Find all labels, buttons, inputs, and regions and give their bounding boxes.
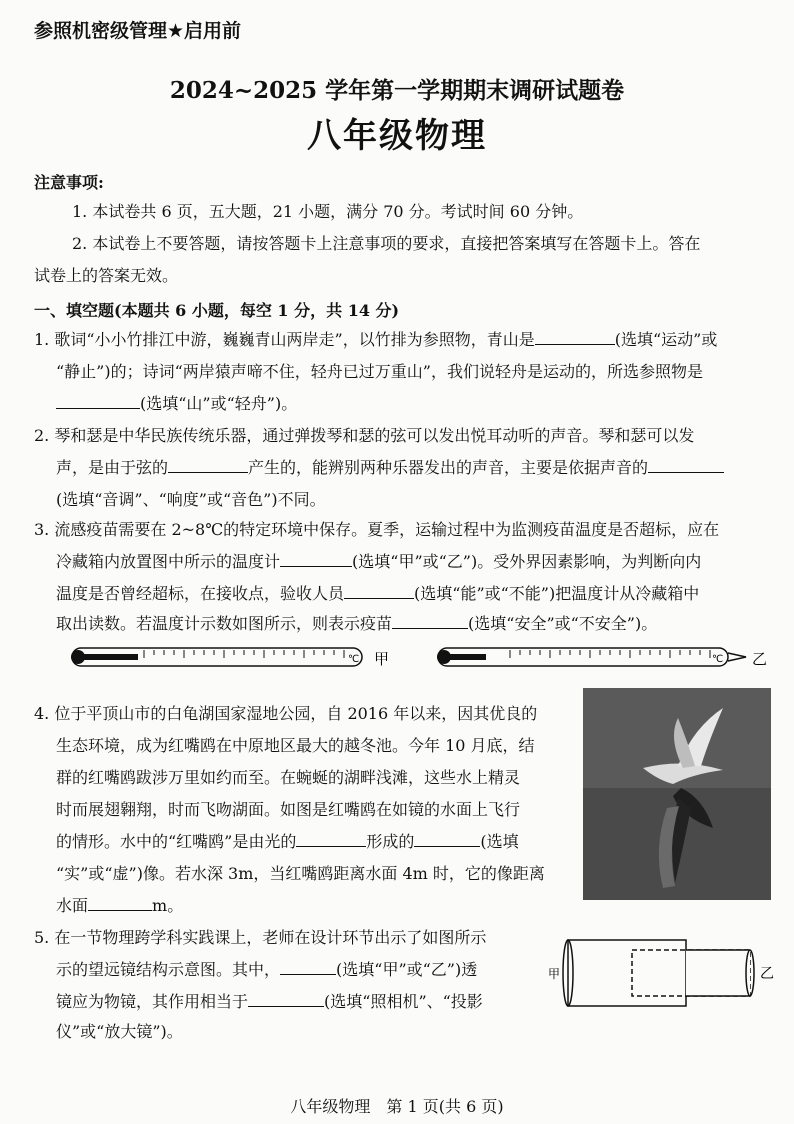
therm-jia-unit: ℃ xyxy=(348,654,360,665)
q4-line6: “实”或“虚”)像。若水深 3m，当红嘴鸥距离水面 4m 时，它的像距离 xyxy=(56,864,545,883)
page-footer: 八年级物理 第 1 页(共 6 页) xyxy=(290,1097,504,1116)
q5-line4: 仪”或“放大镜”)。 xyxy=(56,1022,183,1041)
secret-level-label: 参照机密级管理★启用前 xyxy=(34,20,242,42)
q1-line1: 1. 歌词“小小竹排江中游，巍巍青山两岸走”，以竹排为参照物，青山是 (选填“运动”或 xyxy=(34,330,718,349)
telescope-diagram xyxy=(540,928,780,1018)
q4-line7: 水面 m。 xyxy=(56,896,184,915)
thermometer-jia xyxy=(64,640,394,674)
q5-line3: 镜应为物镜，其作用相当于 (选填“照相机”、“投影 xyxy=(56,992,483,1011)
notes-heading: 注意事项: xyxy=(34,173,104,192)
q3-line2: 冷藏箱内放置图中所示的温度计 (选填“甲”或“乙”)。受外界因素影响，为判断向内 xyxy=(56,552,702,571)
q3-line1: 3. 流感疫苗需要在 2~8℃的特定环境中保存。夏季，运输过程中为监测疫苗温度是否超标，应在 xyxy=(34,520,720,539)
telescope-label-yi: 乙 xyxy=(760,966,774,982)
subject-title: 八年级物理 xyxy=(307,116,487,156)
q2-line2: 声，是由于弦的 产生的，能辨别两种乐器发出的声音，主要是依据声音的 xyxy=(56,458,724,478)
q4-line2: 生态环境，成为红嘴鸥在中原地区最大的越冬池。今年 10 月底，结 xyxy=(56,736,535,755)
section-1-heading: 一、填空题(本题共 6 小题，每空 1 分，共 14 分) xyxy=(34,301,400,320)
q4-line5: 的情形。水中的“红嘴鸥”是由光的 形成的 (选填 xyxy=(56,832,519,851)
q4-line3: 群的红嘴鸥跋涉万里如约而至。在蜿蜒的湖畔浅滩，这些水上精灵 xyxy=(56,768,521,787)
notes-item-2-line2: 试卷上的答案无效。 xyxy=(34,266,179,285)
q4-line1: 4. 位于平顶山市的白龟湖国家湿地公园，自 2016 年以来，因其优良的 xyxy=(34,704,538,723)
q1-line3: (选填“山”或“轻舟”)。 xyxy=(56,394,297,414)
notes-item-1: 1. 本试卷共 6 页，五大题，21 小题，满分 70 分。考试时间 60 分钟。 xyxy=(72,202,584,221)
exam-title: 2024~2025 学年第一学期期末调研试题卷 xyxy=(169,77,625,104)
notes-item-2-line1: 2. 本试卷上不要答题，请按答题卡上注意事项的要求，直接把答案填写在答题卡上。答在 xyxy=(72,234,701,253)
therm-jia-label: 甲 xyxy=(374,650,390,668)
q2-line1: 2. 琴和瑟是中华民族传统乐器，通过弹拨琴和瑟的弦可以发出悦耳动听的声音。琴和瑟可以发 xyxy=(34,426,695,445)
telescope-label-jia: 甲 xyxy=(548,967,561,981)
therm-yi-label: 乙 xyxy=(752,650,768,668)
thermometer-yi xyxy=(430,640,775,674)
q5-line1: 5. 在一节物理跨学科实践课上，老师在设计环节出示了如图所示 xyxy=(34,928,487,947)
q1-line2: “静止”)的；诗词“两岸猿声啼不住，轻舟已过万重山”，我们说轻舟是运动的，所选参照物是 xyxy=(56,362,703,381)
gull-photo xyxy=(583,688,771,900)
q2-line3: (选填“音调”、“响度”或“音色”)不同。 xyxy=(56,490,326,509)
q4-line4: 时而展翅翱翔，时而飞吻湖面。如图是红嘴鸥在如镜的水面上飞行 xyxy=(56,800,521,819)
therm-yi-unit: ℃ xyxy=(712,654,724,665)
q3-line4: 取出读数。若温度计示数如图所示，则表示疫苗 (选填“安全”或“不安全”)。 xyxy=(56,614,658,633)
q3-line3: 温度是否曾经超标，在接收点，验收人员 (选填“能”或“不能”)把温度计从冷藏箱中 xyxy=(56,584,700,603)
q5-line2: 示的望远镜结构示意图。其中， (选填“甲”或“乙”)透 xyxy=(56,960,478,979)
